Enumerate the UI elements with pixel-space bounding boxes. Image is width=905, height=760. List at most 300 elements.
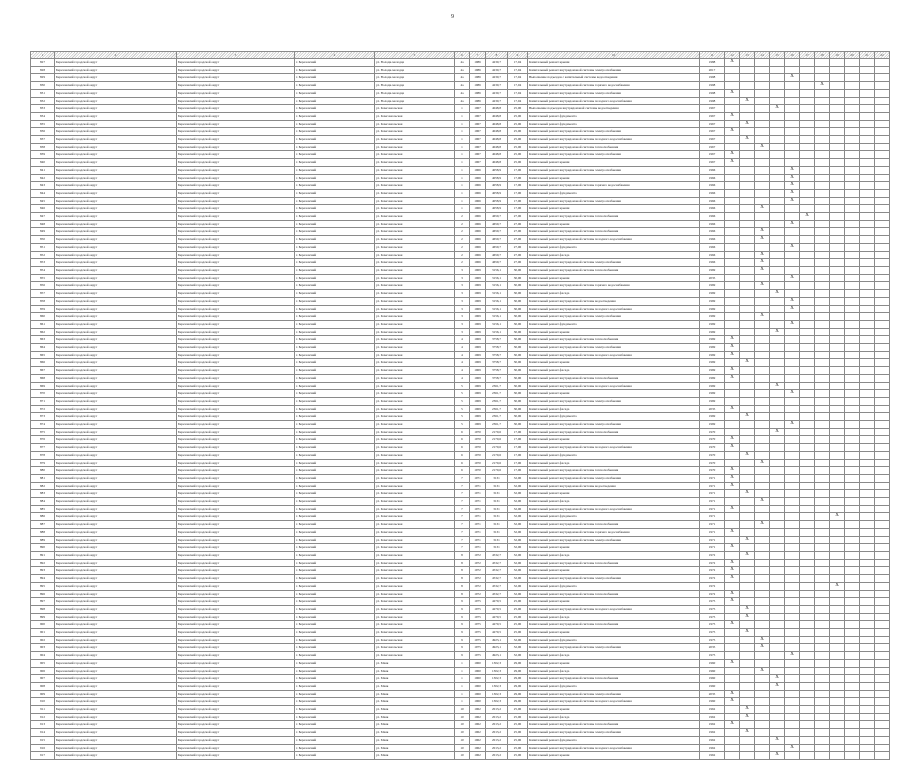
empty-cell	[845, 313, 860, 321]
house-number-cell: 1	[455, 128, 470, 136]
empty-cell	[875, 251, 890, 259]
wear-percent-cell: 30,06	[508, 382, 528, 390]
row-number-cell: 896	[31, 590, 55, 598]
work-year-cell: 1966	[700, 166, 725, 174]
municipal-district-cell: Березовский городской округ	[177, 744, 295, 752]
street-cell: ул. Комсомольская	[375, 544, 455, 552]
locality-cell: г. Березовский	[295, 336, 375, 344]
empty-cell	[875, 166, 890, 174]
mark-cell	[770, 598, 785, 606]
build-year-cell: 1969	[470, 290, 486, 298]
mark-cell	[830, 552, 845, 560]
row-number-cell: 850	[31, 236, 55, 244]
total-area-cell: 4058,9	[486, 182, 508, 190]
mark-cell	[740, 344, 755, 352]
street-cell: ул. Комсомольская	[375, 151, 455, 159]
empty-cell	[845, 521, 860, 529]
row-number-cell: 902	[31, 636, 55, 644]
mark-cell	[830, 675, 845, 683]
mark-cell: X	[725, 482, 740, 490]
wear-percent-cell: 29,06	[508, 698, 528, 706]
table-row	[31, 151, 890, 159]
municipal-district-cell: Березовский городской округ	[177, 390, 295, 398]
street-cell: ул. Комсомольская	[375, 621, 455, 629]
mark-cell	[755, 413, 770, 421]
mark-cell: X	[770, 328, 785, 336]
mark-cell	[755, 189, 770, 197]
empty-cell	[875, 66, 890, 74]
mark-cell	[815, 598, 830, 606]
mark-cell	[725, 390, 740, 398]
mark-cell	[830, 166, 845, 174]
build-year-cell: 1975	[470, 652, 486, 660]
municipality-cell: Березовский городской округ	[55, 536, 177, 544]
work-type-cell: Капитальный ремонт внутридомовой системы теплоснабжения	[528, 559, 700, 567]
municipal-district-cell: Березовский городской округ	[177, 74, 295, 82]
mark-cell	[815, 182, 830, 190]
mark-cell: X	[740, 451, 755, 459]
work-year-cell: 1975	[700, 652, 725, 660]
municipal-district-cell: Березовский городской округ	[177, 189, 295, 197]
mark-cell	[740, 598, 755, 606]
mark-cell: X	[755, 143, 770, 151]
mark-cell	[770, 128, 785, 136]
street-cell: ул. Комсомольская	[375, 528, 455, 536]
mark-cell	[755, 706, 770, 714]
municipal-district-cell: Березовский городской округ	[177, 259, 295, 267]
mark-cell	[800, 128, 815, 136]
mark-cell	[830, 590, 845, 598]
mark-cell	[785, 567, 800, 575]
mark-cell	[830, 567, 845, 575]
mark-cell	[785, 290, 800, 298]
mark-cell	[770, 528, 785, 536]
row-number-cell: 892	[31, 559, 55, 567]
municipality-cell: Березовский городской округ	[55, 713, 177, 721]
municipality-cell: Березовский городской округ	[55, 621, 177, 629]
mark-cell	[800, 136, 815, 144]
mark-cell	[770, 467, 785, 475]
mark-cell	[815, 636, 830, 644]
wear-percent-cell: 32,06	[508, 482, 528, 490]
mark-cell	[770, 706, 785, 714]
total-area-cell: 4048,8	[486, 151, 508, 159]
wear-percent-cell: 30,06	[508, 320, 528, 328]
mark-cell	[830, 151, 845, 159]
mark-cell: X	[755, 644, 770, 652]
mark-cell	[815, 213, 830, 221]
empty-cell	[860, 528, 875, 536]
wear-percent-cell: 25,06	[508, 706, 528, 714]
total-area-cell: 4058,9	[486, 189, 508, 197]
municipal-district-cell: Березовский городской округ	[177, 721, 295, 729]
mark-cell	[830, 428, 845, 436]
mark-cell: X	[740, 552, 755, 560]
row-number-cell: 842	[31, 174, 55, 182]
street-cell: ул. Маяк	[375, 736, 455, 744]
mark-cell	[770, 652, 785, 660]
mark-cell	[800, 413, 815, 421]
mark-cell	[800, 559, 815, 567]
build-year-cell: 1972	[470, 567, 486, 575]
mark-cell	[815, 112, 830, 120]
municipality-cell: Березовский городской округ	[55, 266, 177, 274]
table-row	[31, 382, 890, 390]
mark-cell	[800, 567, 815, 575]
work-type-cell: Капитальный ремонт фасада	[528, 290, 700, 298]
mark-cell	[725, 359, 740, 367]
empty-cell	[860, 598, 875, 606]
empty-cell	[860, 282, 875, 290]
table-row	[31, 567, 890, 575]
mark-cell	[785, 228, 800, 236]
mark-cell	[830, 367, 845, 375]
mark-cell: X	[740, 536, 755, 544]
empty-cell	[860, 305, 875, 313]
wear-percent-cell: 32,06	[508, 590, 528, 598]
row-number-cell: 866	[31, 359, 55, 367]
work-type-cell: Капитальный ремонт фасада	[528, 667, 700, 675]
mark-cell	[815, 559, 830, 567]
row-number-cell: 908	[31, 682, 55, 690]
municipality-cell: Березовский городской округ	[55, 667, 177, 675]
row-number-cell: 869	[31, 382, 55, 390]
wear-percent-cell: 17,06	[508, 467, 528, 475]
work-type-cell: Капитальный ремонт внутридомовой системы холодного водоснабжения	[528, 505, 700, 513]
wear-percent-cell: 17,04	[508, 59, 528, 67]
empty-cell	[860, 159, 875, 167]
empty-cell	[875, 721, 890, 729]
mark-cell	[830, 382, 845, 390]
mark-cell	[830, 744, 845, 752]
table-row	[31, 74, 890, 82]
row-number-cell: 889	[31, 536, 55, 544]
mark-cell	[740, 66, 755, 74]
build-year-cell: 1969	[470, 413, 486, 421]
empty-cell	[875, 736, 890, 744]
work-type-cell: Капитальный ремонт фасада	[528, 459, 700, 467]
mark-cell	[815, 390, 830, 398]
mark-cell	[815, 236, 830, 244]
row-number-cell: 875	[31, 428, 55, 436]
work-type-cell: Капитальный ремонт крыши	[528, 274, 700, 282]
house-number-cell: 7	[455, 544, 470, 552]
build-year-cell: 1966	[470, 243, 486, 251]
row-number-cell: 861	[31, 320, 55, 328]
municipality-cell: Березовский городской округ	[55, 444, 177, 452]
street-cell: ул. Комсомольская	[375, 236, 455, 244]
table-row	[31, 505, 890, 513]
work-type-cell: Капитальный ремонт внутридомовой системы холодного водоснабжения	[528, 605, 700, 613]
row-number-cell: 887	[31, 521, 55, 529]
mark-cell	[830, 251, 845, 259]
empty-cell	[875, 474, 890, 482]
empty-cell	[845, 166, 860, 174]
municipality-cell: Березовский городской округ	[55, 228, 177, 236]
mark-cell	[800, 328, 815, 336]
mark-cell: X	[770, 682, 785, 690]
mark-cell	[815, 428, 830, 436]
municipal-district-cell: Березовский городской округ	[177, 567, 295, 575]
mark-cell	[740, 128, 755, 136]
house-number-cell: 4	[455, 359, 470, 367]
mark-cell: X	[785, 197, 800, 205]
table-row	[31, 282, 890, 290]
empty-cell	[860, 189, 875, 197]
mark-cell	[755, 621, 770, 629]
municipality-cell: Березовский городской округ	[55, 189, 177, 197]
table-row	[31, 136, 890, 144]
empty-cell	[875, 297, 890, 305]
municipal-district-cell: Березовский городской округ	[177, 659, 295, 667]
municipality-cell: Березовский городской округ	[55, 413, 177, 421]
mark-cell	[770, 667, 785, 675]
mark-cell	[800, 182, 815, 190]
work-year-cell: 1969	[700, 390, 725, 398]
work-year-cell: 1969	[700, 382, 725, 390]
total-area-cell: 1302,3	[486, 675, 508, 683]
mark-cell	[725, 652, 740, 660]
wear-percent-cell: 30,06	[508, 336, 528, 344]
total-area-cell: 4659,7	[486, 251, 508, 259]
mark-cell	[815, 521, 830, 529]
table-row	[31, 367, 890, 375]
table-row	[31, 544, 890, 552]
table-row	[31, 451, 890, 459]
mark-cell	[800, 613, 815, 621]
empty-cell	[875, 105, 890, 113]
mark-cell: X	[740, 713, 755, 721]
column-header: 11	[700, 52, 725, 59]
mark-cell	[815, 575, 830, 583]
locality-cell: г. Березовский	[295, 652, 375, 660]
municipality-cell: Березовский городской округ	[55, 729, 177, 737]
municipal-district-cell: Березовский городской округ	[177, 251, 295, 259]
mark-cell	[800, 74, 815, 82]
mark-cell	[800, 390, 815, 398]
empty-cell	[875, 197, 890, 205]
mark-cell	[815, 459, 830, 467]
wear-percent-cell: 17,06	[508, 451, 528, 459]
row-number-cell: 857	[31, 290, 55, 298]
mark-cell	[770, 236, 785, 244]
house-number-cell: 7	[455, 521, 470, 529]
empty-cell	[875, 413, 890, 421]
mark-cell	[725, 744, 740, 752]
mark-cell	[770, 367, 785, 375]
empty-cell	[860, 428, 875, 436]
mark-cell	[770, 82, 785, 90]
total-area-cell: 4659,7	[486, 228, 508, 236]
mark-cell	[785, 143, 800, 151]
mark-cell	[755, 213, 770, 221]
wear-percent-cell: 32,06	[508, 513, 528, 521]
locality-cell: г. Березовский	[295, 382, 375, 390]
empty-cell	[860, 513, 875, 521]
mark-cell	[740, 205, 755, 213]
row-number-cell: 854	[31, 266, 55, 274]
empty-cell	[875, 112, 890, 120]
municipal-district-cell: Березовский городской округ	[177, 544, 295, 552]
mark-cell: X	[755, 251, 770, 259]
municipal-district-cell: Березовский городской округ	[177, 112, 295, 120]
work-year-cell: 1969	[700, 351, 725, 359]
row-number-cell: 886	[31, 513, 55, 521]
work-type-cell: Капитальный ремонт внутридомовой системы электроснабжения	[528, 197, 700, 205]
row-number-cell: 894	[31, 575, 55, 583]
municipality-cell: Березовский городской округ	[55, 374, 177, 382]
municipal-district-cell: Березовский городской округ	[177, 243, 295, 251]
municipal-district-cell: Березовский городской округ	[177, 713, 295, 721]
work-type-cell: Капитальный ремонт внутридомовой системы горячего водоснабжения	[528, 282, 700, 290]
locality-cell: г. Березовский	[295, 82, 375, 90]
street-cell: ул. Володи-молодца	[375, 97, 455, 105]
mark-cell: X	[725, 659, 740, 667]
mark-cell	[755, 166, 770, 174]
total-area-cell: 2013,2	[486, 744, 508, 752]
table-row	[31, 682, 890, 690]
table-row	[31, 459, 890, 467]
empty-cell	[860, 590, 875, 598]
mark-cell	[800, 105, 815, 113]
row-number-cell: 911	[31, 706, 55, 714]
mark-cell	[725, 521, 740, 529]
total-area-cell: 2361,7	[486, 421, 508, 429]
mark-cell	[830, 282, 845, 290]
mark-cell	[725, 228, 740, 236]
empty-cell	[875, 320, 890, 328]
mark-cell	[755, 613, 770, 621]
municipality-cell: Березовский городской округ	[55, 590, 177, 598]
work-type-cell: Капитальный ремонт крыши	[528, 390, 700, 398]
municipality-cell: Березовский городской округ	[55, 251, 177, 259]
row-number-cell: 832	[31, 97, 55, 105]
mark-cell	[770, 159, 785, 167]
locality-cell: г. Березовский	[295, 636, 375, 644]
mark-cell	[725, 605, 740, 613]
empty-cell	[860, 320, 875, 328]
mark-cell	[770, 112, 785, 120]
mark-cell	[770, 336, 785, 344]
house-number-cell: 6	[455, 436, 470, 444]
mark-cell	[755, 729, 770, 737]
build-year-cell: 1967	[470, 120, 486, 128]
street-cell: ул. Комсомольская	[375, 136, 455, 144]
mark-cell	[830, 467, 845, 475]
mark-cell	[755, 752, 770, 760]
work-year-cell: 1966	[700, 259, 725, 267]
work-type-cell: Капитальный ремонт фундамента	[528, 413, 700, 421]
total-area-cell: 4270,5	[486, 613, 508, 621]
mark-cell	[725, 736, 740, 744]
mark-cell	[725, 328, 740, 336]
empty-cell	[875, 274, 890, 282]
work-year-cell: 2035	[700, 274, 725, 282]
table-row	[31, 690, 890, 698]
municipality-cell: Березовский городской округ	[55, 236, 177, 244]
municipality-cell: Березовский городской округ	[55, 351, 177, 359]
mark-cell	[740, 498, 755, 506]
empty-cell	[860, 405, 875, 413]
mark-cell: X	[755, 636, 770, 644]
total-area-cell: 4230,7	[486, 97, 508, 105]
mark-cell	[770, 320, 785, 328]
mark-cell	[800, 313, 815, 321]
municipal-district-cell: Березовский городской округ	[177, 382, 295, 390]
municipal-district-cell: Березовский городской округ	[177, 736, 295, 744]
total-area-cell: 2170,6	[486, 459, 508, 467]
mark-cell	[725, 143, 740, 151]
mark-cell	[785, 344, 800, 352]
mark-cell	[725, 313, 740, 321]
house-number-cell: 7	[455, 490, 470, 498]
mark-cell	[830, 575, 845, 583]
municipal-district-cell: Березовский городской округ	[177, 159, 295, 167]
municipality-cell: Березовский городской округ	[55, 644, 177, 652]
mark-cell	[830, 297, 845, 305]
wear-percent-cell: 25,06	[508, 729, 528, 737]
wear-percent-cell: 17,06	[508, 174, 528, 182]
mark-cell	[740, 297, 755, 305]
table-row	[31, 736, 890, 744]
municipality-cell: Березовский городской округ	[55, 405, 177, 413]
house-number-cell: 1	[455, 136, 470, 144]
municipal-district-cell: Березовский городской округ	[177, 182, 295, 190]
municipal-district-cell: Березовский городской округ	[177, 274, 295, 282]
work-type-cell: Капитальный ремонт внутридомовой системы электроснабжения	[528, 575, 700, 583]
mark-cell	[815, 305, 830, 313]
empty-cell	[860, 213, 875, 221]
municipality-cell: Березовский городской округ	[55, 66, 177, 74]
street-cell: ул. Комсомольская	[375, 405, 455, 413]
empty-cell	[845, 128, 860, 136]
wear-percent-cell: 32,06	[508, 498, 528, 506]
wear-percent-cell: 25,06	[508, 713, 528, 721]
wear-percent-cell: 29,06	[508, 659, 528, 667]
table-row	[31, 297, 890, 305]
total-area-cell: 4659,7	[486, 243, 508, 251]
locality-cell: г. Березовский	[295, 320, 375, 328]
table-row	[31, 490, 890, 498]
empty-cell	[875, 636, 890, 644]
mark-cell	[755, 351, 770, 359]
municipality-cell: Березовский городской округ	[55, 297, 177, 305]
work-type-cell: Капитальный ремонт фасада	[528, 552, 700, 560]
empty-cell	[845, 482, 860, 490]
wear-percent-cell: 25,06	[508, 744, 528, 752]
empty-cell	[875, 675, 890, 683]
empty-cell	[875, 605, 890, 613]
empty-cell	[860, 498, 875, 506]
mark-cell	[770, 297, 785, 305]
mark-cell	[815, 136, 830, 144]
build-year-cell: 1967	[470, 112, 486, 120]
table-row	[31, 228, 890, 236]
mark-cell	[800, 397, 815, 405]
table-row	[31, 351, 890, 359]
build-year-cell: 1966	[470, 182, 486, 190]
wear-percent-cell: 32,06	[508, 552, 528, 560]
mark-cell	[815, 613, 830, 621]
mark-cell	[755, 220, 770, 228]
empty-cell	[875, 690, 890, 698]
municipality-cell: Березовский городской округ	[55, 82, 177, 90]
mark-cell	[740, 290, 755, 298]
municipality-cell: Березовский городской округ	[55, 613, 177, 621]
mark-cell	[725, 552, 740, 560]
mark-cell	[815, 474, 830, 482]
row-number-cell: 839	[31, 151, 55, 159]
